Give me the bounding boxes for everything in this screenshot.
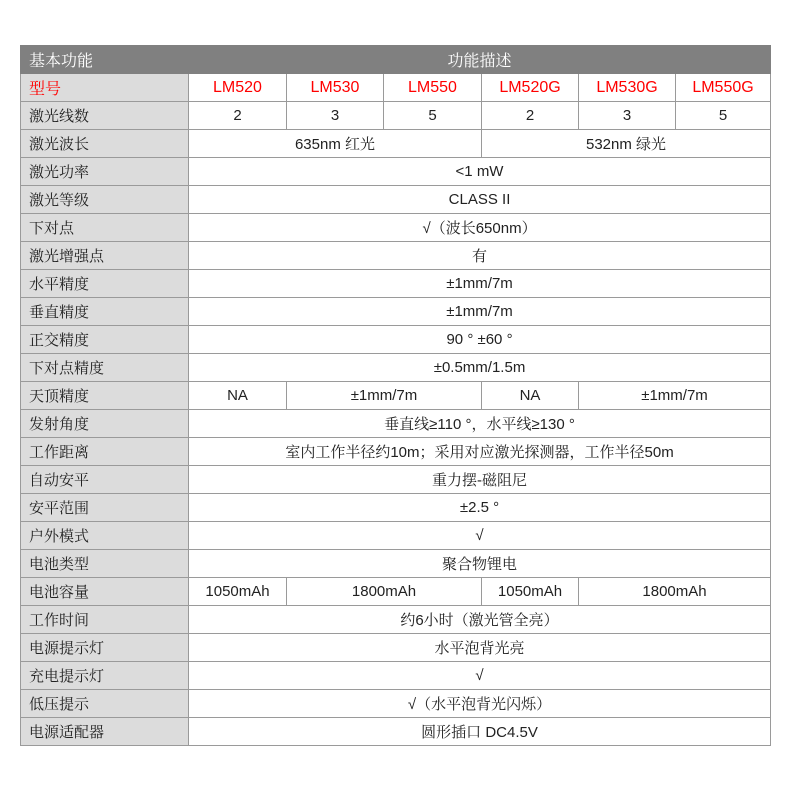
table-row [21,634,771,662]
table-row [21,410,771,438]
value-cell: NA [482,382,579,410]
row-label: 天顶精度 [21,382,189,410]
row-label: 水平精度 [21,270,189,298]
row-label: 电池容量 [21,578,189,606]
table-row [21,522,771,550]
table-row [21,326,771,354]
value-cell: 3 [287,102,384,130]
table-row [21,494,771,522]
row-label: 正交精度 [21,326,189,354]
value-cell: 圆形插口 DC4.5V [189,718,771,746]
value-cell: <1 mW [189,158,771,186]
value-cell: 约6小时（激光管全亮） [189,606,771,634]
value-cell: 3 [579,102,676,130]
row-label: 工作时间 [21,606,189,634]
value-cell: ±0.5mm/1.5m [189,354,771,382]
value-cell: 水平泡背光亮 [189,634,771,662]
table-row [21,662,771,690]
table-row [21,550,771,578]
row-label: 激光波长 [21,130,189,158]
value-cell: 635nm 红光 [189,130,482,158]
value-cell: ±2.5 ° [189,494,771,522]
row-label: 垂直精度 [21,298,189,326]
value-cell: 室内工作半径约10m；采用对应激光探测器，工作半径50m [189,438,771,466]
table-row [21,606,771,634]
row-label: 下对点精度 [21,354,189,382]
value-cell: 1050mAh [482,578,579,606]
row-label: 激光线数 [21,102,189,130]
spec-table-body [21,74,771,746]
value-cell: 垂直线≥110 °，水平线≥130 ° [189,410,771,438]
value-cell: 2 [189,102,287,130]
table-row [21,298,771,326]
table-row [21,186,771,214]
value-cell: ±1mm/7m [287,382,482,410]
row-label: 型号 [21,74,189,102]
value-cell: 5 [676,102,771,130]
row-label: 激光功率 [21,158,189,186]
row-label: 户外模式 [21,522,189,550]
value-cell: 1800mAh [579,578,771,606]
header-description: 功能描述 [189,46,771,74]
value-cell: √（水平泡背光闪烁） [189,690,771,718]
row-label: 发射角度 [21,410,189,438]
table-row [21,270,771,298]
table-row [21,690,771,718]
value-cell: 1050mAh [189,578,287,606]
table-row [21,354,771,382]
table-row [21,466,771,494]
value-cell: CLASS II [189,186,771,214]
value-cell: 1800mAh [287,578,482,606]
value-cell: 重力摆-磁阻尼 [189,466,771,494]
row-label: 电池类型 [21,550,189,578]
row-label: 激光等级 [21,186,189,214]
row-label: 低压提示 [21,690,189,718]
table-row [21,718,771,746]
table-header-row [21,46,771,74]
value-cell: ±1mm/7m [189,298,771,326]
row-label: 电源提示灯 [21,634,189,662]
table-row [21,438,771,466]
value-cell: 532nm 绿光 [482,130,771,158]
model-name-cell: LM550 [384,74,482,102]
model-name-cell: LM520 [189,74,287,102]
table-row [21,382,771,410]
row-label: 自动安平 [21,466,189,494]
model-row [21,74,771,102]
row-label: 电源适配器 [21,718,189,746]
spec-table [20,45,771,746]
value-cell: √ [189,522,771,550]
value-cell: 2 [482,102,579,130]
value-cell: NA [189,382,287,410]
value-cell: √ [189,662,771,690]
table-row [21,578,771,606]
model-name-cell: LM520G [482,74,579,102]
row-label: 激光增强点 [21,242,189,270]
table-row [21,214,771,242]
value-cell: ±1mm/7m [189,270,771,298]
row-label: 充电提示灯 [21,662,189,690]
model-name-cell: LM530G [579,74,676,102]
value-cell: 有 [189,242,771,270]
table-row [21,158,771,186]
value-cell: ±1mm/7m [579,382,771,410]
table-row [21,130,771,158]
value-cell: √（波长650nm） [189,214,771,242]
table-row [21,102,771,130]
value-cell: 90 ° ±60 ° [189,326,771,354]
row-label: 下对点 [21,214,189,242]
model-name-cell: LM550G [676,74,771,102]
table-row [21,242,771,270]
header-feature: 基本功能 [21,46,189,74]
value-cell: 5 [384,102,482,130]
model-name-cell: LM530 [287,74,384,102]
row-label: 工作距离 [21,438,189,466]
row-label: 安平范围 [21,494,189,522]
value-cell: 聚合物锂电 [189,550,771,578]
